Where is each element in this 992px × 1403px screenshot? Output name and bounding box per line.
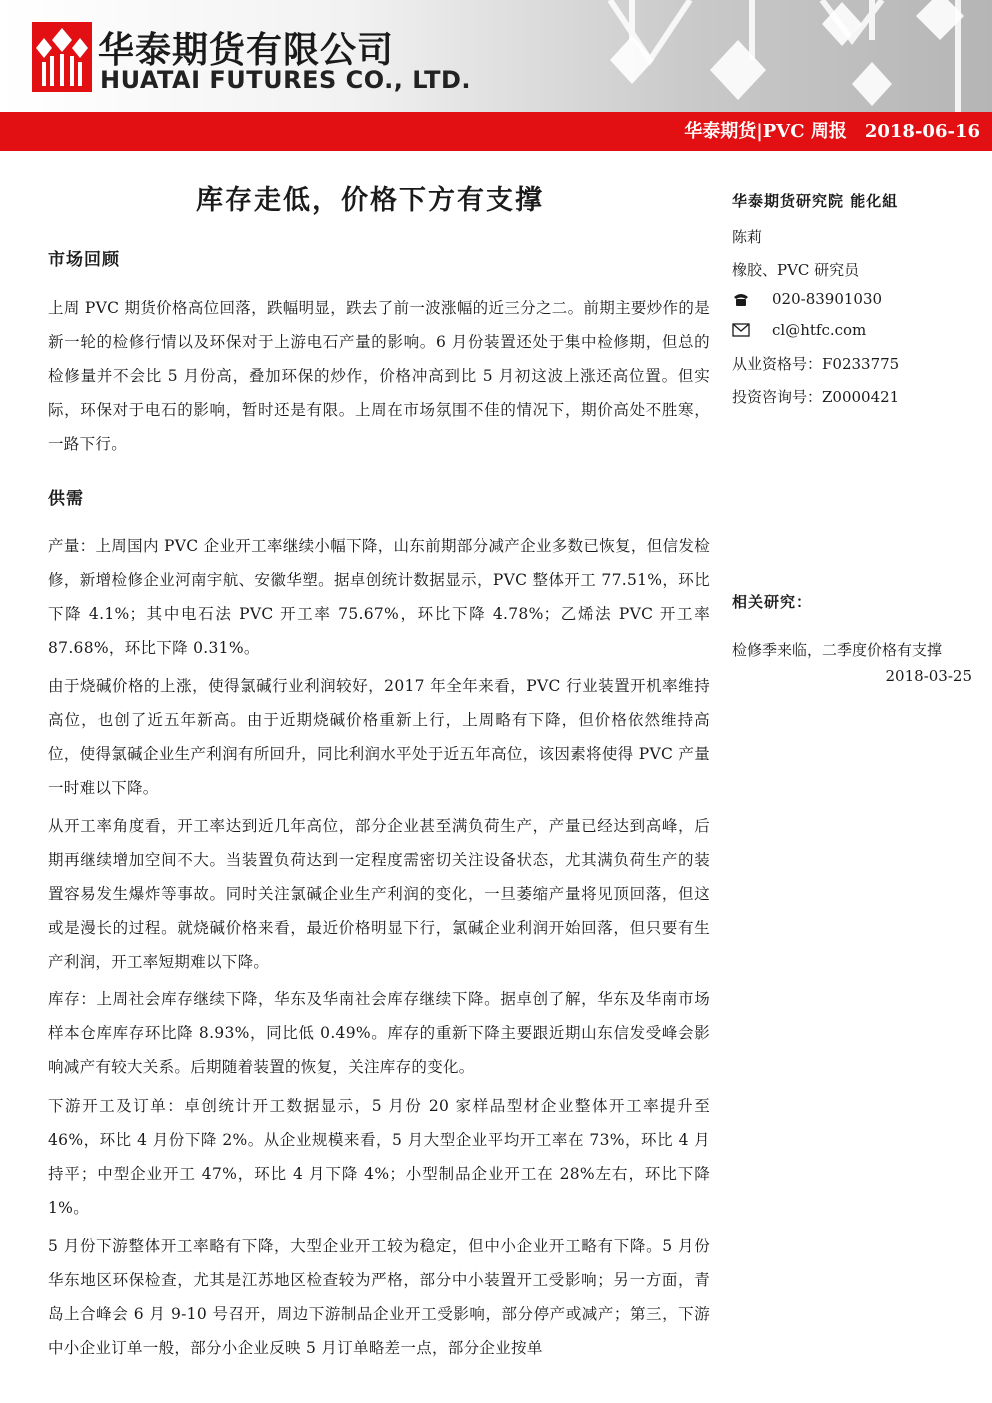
author-email[interactable]: cl@htfc.com bbox=[772, 321, 867, 339]
report-banner bbox=[0, 112, 992, 151]
paragraph-inventory: 库存：上周社会库存继续下降，华东及华南社会库存继续下降。据卓创了解，华东及华南市场样本仓库库存环比降 8.93%，同比低 0.49%。库存的重新下降主要跟近期山东信发受峰会影响减产有较大关系。后期随着装置的恢复，关注库存的变化。 bbox=[48, 990, 710, 1076]
section-heading-market-review: 市场回顾 bbox=[48, 250, 120, 270]
report-header bbox=[0, 0, 992, 112]
report-title: 库存走低，价格下方有支撑 bbox=[196, 185, 544, 216]
related-research-title[interactable]: 检修季来临，二季度价格有支撑 bbox=[732, 641, 943, 659]
paragraph-market-review: 上周 PVC 期货价格高位回落，跌幅明显，跌去了前一波涨幅的近三分之二。前期主要炒作的是新一轮的检修行情以及环保对于上游电石产量的影响。6 月份装置还处于集中检修期，但总的检修量并不会比 5 月份高，叠加环保的炒作，价格冲高到比 5 月初这波上涨还高位置。但实际，环保对于电石的影响，暂时还是有限。上周在市场氛围不佳的情况下，期价高处不胜寒，一路下行。 bbox=[48, 299, 710, 453]
author-role: 橡胶、PVC 研究员 bbox=[732, 261, 860, 279]
report-date: 2018-06-16 bbox=[864, 121, 980, 142]
paragraph-caustic-soda: 由于烧碱价格的上涨，使得氯碱行业利润较好，2017 年全年来看，PVC 行业装置开机率维持高位，也创了近五年新高。由于近期烧碱价格重新上行，上周略有下降，但价格依然维持高位，使得氯碱企业生产利润有所回升，同比利润水平处于近五年高位，该因素将使得 PVC 产量一时难以下降。 bbox=[48, 677, 710, 797]
header-decoration-icon bbox=[560, 0, 992, 112]
report-type-label: 华泰期货|PVC 周报 bbox=[684, 121, 847, 142]
research-institute: 华泰期货研究院 能化組 bbox=[732, 192, 899, 210]
email-icon bbox=[732, 323, 750, 337]
paragraph-downstream-detail: 5 月份下游整体开工率略有下降，大型企业开工较为稳定，但中小企业开工略有下降。5 月份华东地区环保检查，尤其是江苏地区检查较为严格，部分中小装置开工受影响；另一方面，青岛上合峰会 6 月 9-10 号召开，周边下游制品企业开工受影响，部分停产或减产；第三，下游中小企业订单一般，部分小企业反映 5 月订单略差一点，部分企业按单 bbox=[48, 1237, 710, 1357]
banner-text bbox=[684, 112, 980, 151]
company-name-en: HUATAI FUTURES CO., LTD. bbox=[100, 66, 471, 94]
related-research-date: 2018-03-25 bbox=[885, 667, 972, 685]
company-logo-icon bbox=[32, 22, 92, 92]
related-research-heading: 相关研究： bbox=[732, 593, 813, 611]
section-heading-supply-demand: 供需 bbox=[48, 489, 84, 509]
author-phone: 020-83901030 bbox=[772, 290, 883, 308]
paragraph-production: 产量：上周国内 PVC 企业开工率继续小幅下降，山东前期部分减产企业多数已恢复，但信发检修，新增检修企业河南宇航、安徽华塑。据卓创统计数据显示，PVC 整体开工 77.51%，环比下降 4.1%；其中电石法 PVC 开工率 75.67%，环比下降 4.78%；乙烯法 PVC 开工率 87.68%，环比下降 0.31%。 bbox=[48, 537, 710, 657]
author-name: 陈莉 bbox=[732, 228, 763, 246]
consulting-number: 投资咨询号：Z0000421 bbox=[732, 388, 900, 406]
phone-icon bbox=[732, 292, 750, 308]
license-number: 从业资格号：F0233775 bbox=[732, 355, 900, 373]
paragraph-operating-rate: 从开工率角度看，开工率达到近几年高位，部分企业甚至满负荷生产，产量已经达到高峰，后期再继续增加空间不大。当装置负荷达到一定程度需密切关注设备状态，尤其满负荷生产的装置容易发生爆炸等事故。同时关注氯碱企业生产利润的变化，一旦萎缩产量将见顶回落，但这或是漫长的过程。就烧碱价格来看，最近价格明显下行，氯碱企业利润开始回落，但只要有生产利润，开工率短期难以下降。 bbox=[48, 817, 710, 971]
paragraph-downstream: 下游开工及订单：卓创统计开工数据显示，5 月份 20 家样品型材企业整体开工率提升至 46%，环比 4 月份下降 2%。从企业规模来看，5 月大型企业平均开工率在 73%，环比 4 月持平；中型企业开工 47%，环比 4 月下降 4%；小型制品企业开工在 28%左右，环比下降 1%。 bbox=[48, 1097, 710, 1217]
company-name-cn: 华泰期货有限公司 bbox=[98, 30, 395, 71]
